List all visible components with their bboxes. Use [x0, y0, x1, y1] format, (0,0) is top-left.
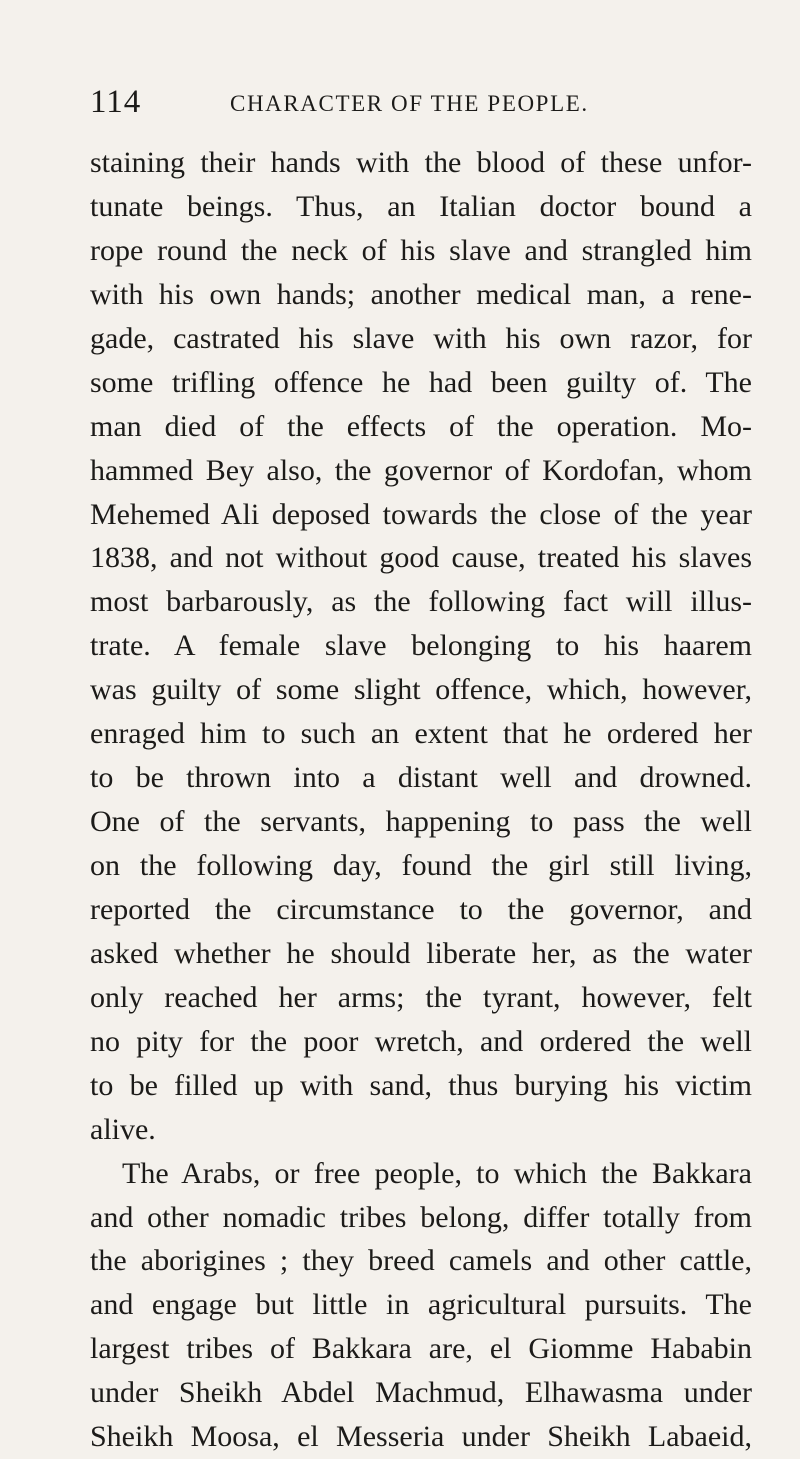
text-line: with his own hands; another medical man, a rene-	[90, 277, 752, 311]
text-line: reported the circumstance to the governor, and	[90, 892, 752, 926]
text-line: staining their hands with the blood of these unfor-	[90, 146, 752, 179]
text-line: under Sheikh Abdel Machmud, Elhawasma under	[90, 1376, 752, 1410]
text-line: hammed Bey also, the governor of Kordofan, whom	[90, 453, 752, 487]
text-line: One of the servants, happening to pass the well	[90, 805, 752, 839]
text-line: most barbarously, as the following fact will illus-	[90, 585, 752, 619]
text-line: was guilty of some slight offence, which, however,	[90, 673, 752, 707]
text-line: and engage but little in agricultural pursuits. The	[90, 1288, 752, 1322]
page-number: 114	[90, 84, 142, 120]
text-line: only reached her arms; the tyrant, however, felt	[90, 980, 752, 1014]
text-line: to be filled up with sand, thus burying his victim	[90, 1068, 752, 1102]
text-line: trate. A female slave belonging to his haarem	[90, 629, 752, 663]
text-line: enraged him to such an extent that he ordered her	[90, 717, 752, 751]
running-head	[90, 84, 750, 124]
body-text	[90, 141, 752, 1459]
text-line: no pity for the poor wretch, and ordered the well	[90, 1024, 752, 1058]
text-line: some trifling offence he had been guilty of. The	[90, 365, 752, 399]
running-title: CHARACTER OF THE PEOPLE.	[230, 91, 589, 116]
text-line: tunate beings. Thus, an Italian doctor bound a	[90, 189, 752, 223]
text-line: man died of the effects of the operation. Mo-	[90, 409, 752, 443]
text-line: 1838, and not without good cause, treated his slaves	[90, 541, 752, 575]
text-line: rope round the neck of his slave and strangled him	[90, 233, 752, 267]
text-line: gade, castrated his slave with his own razor, for	[90, 321, 752, 355]
text-line: on the following day, found the girl still living,	[90, 849, 752, 882]
text-line: The Arabs, or free people, to which the Bakkara	[122, 1156, 752, 1190]
text-line: Mehemed Ali deposed towards the close of the year	[90, 497, 752, 531]
text-line: alive.	[90, 1112, 156, 1146]
text-line: asked whether he should liberate her, as the water	[90, 936, 752, 970]
text-line: and other nomadic tribes belong, differ totally from	[90, 1200, 752, 1234]
text-line: the aborigines ; they breed camels and other cattle,	[90, 1244, 752, 1278]
text-line: Sheikh Moosa, el Messeria under Sheikh Labaeid,	[90, 1420, 752, 1454]
text-line: largest tribes of Bakkara are, el Giomme Hababin	[90, 1332, 752, 1366]
text-line: to be thrown into a distant well and drowned.	[90, 761, 752, 795]
